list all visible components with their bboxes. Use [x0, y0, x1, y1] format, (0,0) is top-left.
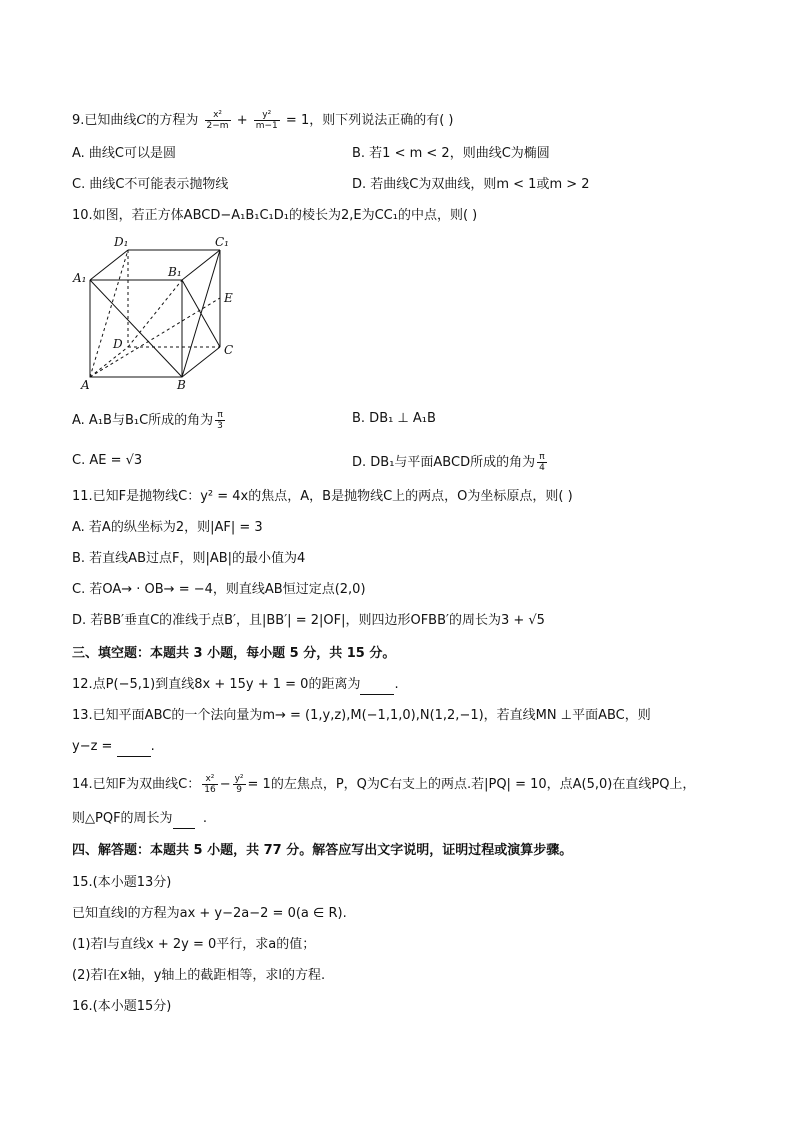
q13-line-2-text: y−z = — [72, 739, 113, 754]
label-a: A — [81, 378, 90, 392]
q9-stem-c: C — [136, 113, 147, 128]
edge-b-c — [182, 347, 220, 377]
q9-fraction-2: $\frac{\text{y²}}{m-1}$ — [255, 110, 278, 131]
label-d1: D₁ — [114, 235, 129, 249]
segment-d-b1 — [128, 280, 182, 347]
q9-option-c: C. 曲线C不可能表示抛物线 — [72, 177, 229, 192]
section-3-heading: 三、填空题：本题共 3 小题，每小题 5 分，共 15 分。 — [72, 646, 396, 661]
q10-option-a: A. A₁B与B₁C所成的角为 $\frac{\pi}{3}$ — [72, 410, 223, 431]
q9-stem-eq: = 1，则下列说法正确的有( ) — [285, 113, 454, 128]
q13-line-2: y−z = . — [72, 738, 155, 757]
label-c1: C₁ — [215, 235, 229, 249]
q14-fraction-1: $\frac{\text{x²}}{16}$ — [204, 774, 216, 795]
label-d: D — [113, 337, 123, 351]
q10-option-b: B. DB₁ ⊥ A₁B — [352, 411, 436, 426]
label-b1: B₁ — [168, 265, 182, 279]
hidden-edge-a-d — [90, 347, 128, 377]
q14-line-1: 14.已知F为双曲线C： $\frac{\text{x²}}{16}$ − $\frac{\text{y²}}{9}$ = 1的左焦点，P，Q为C右支上的两点.若|PQ| = 10，点A(5,0)在直线PQ上， — [72, 774, 696, 795]
q16-title: 16.(本小题15分) — [72, 999, 172, 1014]
q13-line-1: 13.已知平面ABC的一个法向量为m→ = (1,y,z),M(−1,1,0),N(1,2,−1)，若直线MN ⊥平面ABC，则 — [72, 708, 651, 723]
segment-b-c1 — [182, 250, 220, 377]
segment-a-e — [90, 298, 220, 377]
q11-option-d: D. 若BB′垂直C的准线于点B′，且|BB′| = 2|OF|，则四边形OFBB′的周长为3 + √5 — [72, 613, 545, 628]
q10-option-c: C. AE = √3 — [72, 453, 143, 468]
section-4-heading: 四、解答题：本题共 5 小题，共 77 分。解答应写出文字说明，证明过程或演算步骤。 — [72, 843, 573, 858]
q9-stem: 9.已知曲线C的方程为 $\frac{\text{x²}}{2-m}$ + $\frac{\text{y²}}{m-1}$ = 1，则下列说法正确的有( ) — [72, 110, 454, 131]
segment-a1-b — [90, 280, 182, 377]
q15-part-1: (1)若l与直线x + 2y = 0平行，求a的值； — [72, 937, 316, 952]
q10-stem: 10.如图，若正方体ABCD−A₁B₁C₁D₁的棱长为2,E为CC₁的中点，则( ) — [72, 208, 478, 223]
q9-stem-prefix: 9.已知曲线 — [72, 113, 137, 128]
label-e: E — [224, 291, 233, 305]
label-b: B — [177, 378, 186, 392]
label-a1: A₁ — [73, 271, 87, 285]
q14-fraction-2: $\frac{\text{y²}}{9}$ — [234, 774, 244, 795]
q11-stem: 11.已知F是抛物线C：y² = 4x的焦点，A，B是抛物线C上的两点，O为坐标原点，则( ) — [72, 489, 573, 504]
label-c: C — [224, 343, 234, 357]
q9-option-b: B. 若1 < m < 2，则曲线C为椭圆 — [352, 146, 550, 161]
q9-option-a: A. 曲线C可以是圆 — [72, 146, 177, 161]
cube-figure — [70, 232, 250, 392]
edge-b1-c1 — [182, 250, 220, 280]
q10-option-d-fraction: $\frac{\pi}{4}$ — [539, 452, 545, 473]
q10-option-a-fraction: $\frac{\pi}{3}$ — [217, 410, 223, 431]
q11-option-b: B. 若直线AB过点F，则|AB|的最小值为4 — [72, 551, 306, 566]
edge-a1-d1 — [90, 250, 128, 280]
q12-text: 12.点P(−5,1)到直线8x + 15y + 1 = 0的距离为 — [72, 677, 361, 692]
q15-title: 15.(本小题13分) — [72, 875, 172, 890]
q11-option-c: C. 若OA→ · OB→ = −4，则直线AB恒过定点(2,0) — [72, 582, 366, 597]
q14-answer-blank[interactable] — [173, 810, 195, 829]
q13-answer-blank[interactable] — [117, 738, 151, 757]
q9-fraction-1: $\frac{\text{x²}}{2-m}$ — [206, 110, 229, 131]
q12: 12.点P(−5,1)到直线8x + 15y + 1 = 0的距离为 . — [72, 676, 399, 695]
q9-option-d: D. 若曲线C为双曲线，则m < 1或m > 2 — [352, 177, 590, 192]
q10-option-d: D. DB₁与平面ABCD所成的角为 $\frac{\pi}{4}$ — [352, 452, 545, 473]
q9-stem-mid: 的方程为 — [146, 113, 199, 128]
q15-part-2: (2)若l在x轴，y轴上的截距相等，求l的方程. — [72, 968, 326, 983]
q14-line-2: 则△PQF的周长为 . — [72, 810, 207, 829]
q11-option-a: A. 若A的纵坐标为2，则|AF| = 3 — [72, 520, 263, 535]
q12-answer-blank[interactable] — [360, 676, 394, 695]
q15-stem: 已知直线l的方程为ax + y−2a−2 = 0(a ∈ R). — [72, 906, 347, 921]
